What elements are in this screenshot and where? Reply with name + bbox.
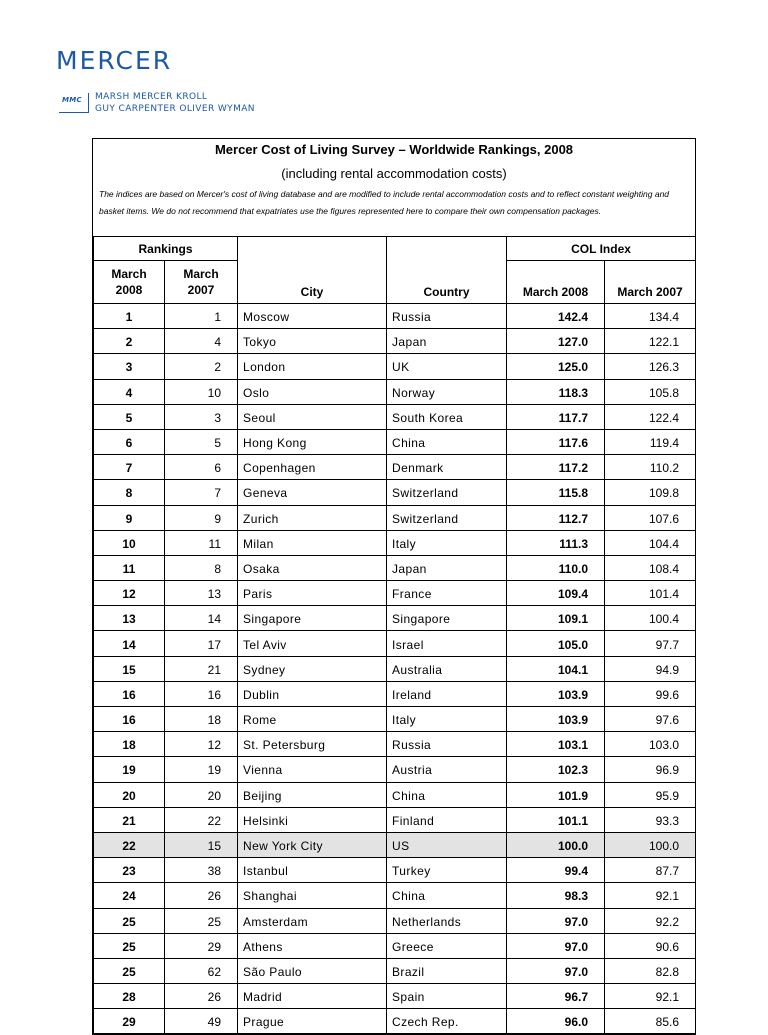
- city-cell: Madrid: [238, 984, 387, 1009]
- rank-2007-cell: 62: [165, 958, 238, 983]
- index-2007-cell: 101.4: [605, 581, 696, 606]
- index-2007-cell: 82.8: [605, 958, 696, 983]
- rank-2008-cell: 24: [94, 883, 165, 908]
- rank-2007-header: [165, 261, 238, 304]
- country-cell: Switzerland: [387, 505, 507, 530]
- rank-2007-cell: 13: [165, 581, 238, 606]
- city-cell: Amsterdam: [238, 908, 387, 933]
- table-row: [94, 782, 696, 807]
- rank-2008-cell: 22: [94, 832, 165, 857]
- city-cell: Rome: [238, 707, 387, 732]
- rank-2008-cell: 29: [94, 1009, 165, 1034]
- country-cell: Denmark: [387, 455, 507, 480]
- index-2007-cell: 92.1: [605, 883, 696, 908]
- rank-2007-cell: 26: [165, 883, 238, 908]
- table-row: [94, 958, 696, 983]
- country-cell: Czech Rep.: [387, 1009, 507, 1034]
- table-row: [94, 757, 696, 782]
- city-header: City: [238, 237, 387, 304]
- table-row: [94, 656, 696, 681]
- index-2008-cell: 96.7: [507, 984, 605, 1009]
- index-2007-cell: 97.6: [605, 707, 696, 732]
- table-row: [94, 1009, 696, 1034]
- country-cell: China: [387, 883, 507, 908]
- rank-2008-cell: 14: [94, 631, 165, 656]
- city-cell: New York City: [238, 832, 387, 857]
- city-cell: Singapore: [238, 606, 387, 631]
- rank-2008-cell: 8: [94, 480, 165, 505]
- table-row: [94, 480, 696, 505]
- rank-2008-cell: 12: [94, 581, 165, 606]
- rank-2007-cell: 26: [165, 984, 238, 1009]
- index-2008-cell: 105.0: [507, 631, 605, 656]
- index-2008-cell: 109.1: [507, 606, 605, 631]
- rank-2008-header-line-1: March: [111, 267, 147, 281]
- index-2007-cell: 99.6: [605, 681, 696, 706]
- index-2007-header: March 2007: [605, 261, 696, 304]
- index-2007-cell: 104.4: [605, 530, 696, 555]
- index-2007-cell: 85.6: [605, 1009, 696, 1034]
- index-2007-cell: 90.6: [605, 933, 696, 958]
- index-2008-cell: 127.0: [507, 329, 605, 354]
- rank-2008-cell: 16: [94, 707, 165, 732]
- country-cell: Japan: [387, 329, 507, 354]
- index-2008-cell: 125.0: [507, 354, 605, 379]
- country-cell: Finland: [387, 807, 507, 832]
- rankings-table-body: [94, 304, 696, 1034]
- index-2008-cell: 98.3: [507, 883, 605, 908]
- index-2008-cell: 117.6: [507, 429, 605, 454]
- group-companies: [95, 91, 255, 115]
- index-2007-cell: 110.2: [605, 455, 696, 480]
- rank-2007-header-line-1: March: [183, 267, 219, 281]
- index-2008-cell: 118.3: [507, 379, 605, 404]
- report-note: The indices are based on Mercer's cost of living database and are modified to include rental accommodation costs and to reflect constant weighting and basket items. We do not recommend that expatriates use the figures represented here to compare their own compensation packages.: [99, 189, 670, 216]
- rank-2007-cell: 25: [165, 908, 238, 933]
- index-2008-cell: 112.7: [507, 505, 605, 530]
- index-2007-cell: 105.8: [605, 379, 696, 404]
- rank-2008-cell: 21: [94, 807, 165, 832]
- index-2008-cell: 97.0: [507, 933, 605, 958]
- city-cell: Copenhagen: [238, 455, 387, 480]
- mercer-logo-wordmark: MERCER: [56, 46, 173, 75]
- rank-2008-cell: 3: [94, 354, 165, 379]
- index-2007-cell: 126.3: [605, 354, 696, 379]
- rank-2007-cell: 9: [165, 505, 238, 530]
- city-cell: Milan: [238, 530, 387, 555]
- table-row: [94, 530, 696, 555]
- rank-2008-cell: 18: [94, 732, 165, 757]
- table-row: [94, 429, 696, 454]
- rank-2007-cell: 4: [165, 329, 238, 354]
- country-cell: UK: [387, 354, 507, 379]
- city-cell: Istanbul: [238, 858, 387, 883]
- index-2008-cell: 100.0: [507, 832, 605, 857]
- city-cell: Tokyo: [238, 329, 387, 354]
- city-cell: Geneva: [238, 480, 387, 505]
- rank-2007-cell: 49: [165, 1009, 238, 1034]
- rank-2007-cell: 8: [165, 555, 238, 580]
- rank-2008-cell: 1: [94, 304, 165, 329]
- index-2008-cell: 103.9: [507, 707, 605, 732]
- city-cell: Zurich: [238, 505, 387, 530]
- table-row: [94, 505, 696, 530]
- index-2008-cell: 97.0: [507, 908, 605, 933]
- index-2007-cell: 92.2: [605, 908, 696, 933]
- rank-2008-cell: 11: [94, 555, 165, 580]
- rank-2008-cell: 25: [94, 933, 165, 958]
- city-cell: Hong Kong: [238, 429, 387, 454]
- rank-2008-cell: 25: [94, 908, 165, 933]
- rank-2007-cell: 38: [165, 858, 238, 883]
- city-cell: Shanghai: [238, 883, 387, 908]
- table-row: [94, 984, 696, 1009]
- index-2007-cell: 92.1: [605, 984, 696, 1009]
- index-2007-cell: 95.9: [605, 782, 696, 807]
- report-subtitle: (including rental accommodation costs): [281, 166, 507, 181]
- country-cell: China: [387, 782, 507, 807]
- rank-2008-header: [94, 261, 165, 304]
- country-cell: China: [387, 429, 507, 454]
- country-cell: Greece: [387, 933, 507, 958]
- rank-2008-cell: 10: [94, 530, 165, 555]
- country-cell: US: [387, 832, 507, 857]
- rank-2007-cell: 11: [165, 530, 238, 555]
- country-cell: Norway: [387, 379, 507, 404]
- city-cell: Athens: [238, 933, 387, 958]
- rank-2007-cell: 20: [165, 782, 238, 807]
- mmc-logo-text: MMC: [62, 96, 82, 104]
- table-row: [94, 681, 696, 706]
- rank-2007-cell: 21: [165, 656, 238, 681]
- country-cell: Italy: [387, 530, 507, 555]
- country-cell: Japan: [387, 555, 507, 580]
- index-2008-cell: 96.0: [507, 1009, 605, 1034]
- table-row: [94, 354, 696, 379]
- table-row: [94, 304, 696, 329]
- city-cell: Prague: [238, 1009, 387, 1034]
- table-row: [94, 631, 696, 656]
- table-row: [94, 707, 696, 732]
- city-cell: Moscow: [238, 304, 387, 329]
- rank-2008-cell: 15: [94, 656, 165, 681]
- index-2008-cell: 99.4: [507, 858, 605, 883]
- index-2008-cell: 102.3: [507, 757, 605, 782]
- city-cell: Helsinki: [238, 807, 387, 832]
- rank-2008-cell: 23: [94, 858, 165, 883]
- country-cell: South Korea: [387, 404, 507, 429]
- index-2007-cell: 87.7: [605, 858, 696, 883]
- rank-2007-cell: 15: [165, 832, 238, 857]
- city-cell: Vienna: [238, 757, 387, 782]
- index-2008-cell: 117.2: [507, 455, 605, 480]
- rank-2007-cell: 5: [165, 429, 238, 454]
- country-cell: Australia: [387, 656, 507, 681]
- city-cell: Beijing: [238, 782, 387, 807]
- table-row: [94, 379, 696, 404]
- rank-2007-cell: 29: [165, 933, 238, 958]
- index-2008-cell: 142.4: [507, 304, 605, 329]
- index-2007-cell: 94.9: [605, 656, 696, 681]
- rank-2007-cell: 2: [165, 354, 238, 379]
- rank-2007-header-line-2: 2007: [187, 283, 215, 297]
- rank-2008-cell: 2: [94, 329, 165, 354]
- index-2007-cell: 100.4: [605, 606, 696, 631]
- rank-2007-cell: 3: [165, 404, 238, 429]
- index-2007-cell: 122.1: [605, 329, 696, 354]
- index-2008-header: March 2008: [507, 261, 605, 304]
- index-2007-cell: 103.0: [605, 732, 696, 757]
- rank-2008-cell: 20: [94, 782, 165, 807]
- index-2008-cell: 97.0: [507, 958, 605, 983]
- city-cell: Paris: [238, 581, 387, 606]
- rank-2008-cell: 4: [94, 379, 165, 404]
- index-2007-cell: 93.3: [605, 807, 696, 832]
- rank-2007-cell: 6: [165, 455, 238, 480]
- country-cell: Russia: [387, 732, 507, 757]
- index-2008-cell: 109.4: [507, 581, 605, 606]
- rank-2007-cell: 22: [165, 807, 238, 832]
- index-2007-cell: 107.6: [605, 505, 696, 530]
- index-2008-cell: 103.9: [507, 681, 605, 706]
- table-row: [94, 555, 696, 580]
- index-2007-cell: 97.7: [605, 631, 696, 656]
- table-row: [94, 329, 696, 354]
- rank-2008-cell: 16: [94, 681, 165, 706]
- rank-2007-cell: 17: [165, 631, 238, 656]
- index-2007-cell: 100.0: [605, 832, 696, 857]
- table-row: [94, 455, 696, 480]
- rank-2007-cell: 10: [165, 379, 238, 404]
- table-row: [94, 933, 696, 958]
- rank-2008-header-line-2: 2008: [115, 283, 143, 297]
- table-row: [94, 606, 696, 631]
- index-2008-cell: 110.0: [507, 555, 605, 580]
- index-2007-cell: 96.9: [605, 757, 696, 782]
- table-row: [94, 883, 696, 908]
- city-cell: Osaka: [238, 555, 387, 580]
- table-row: [94, 404, 696, 429]
- rank-2007-cell: 7: [165, 480, 238, 505]
- country-cell: Austria: [387, 757, 507, 782]
- table-row: [94, 858, 696, 883]
- rank-2008-cell: 13: [94, 606, 165, 631]
- rank-2007-cell: 19: [165, 757, 238, 782]
- city-cell: Sydney: [238, 656, 387, 681]
- group-companies-line-1: MARSH MERCER KROLL: [95, 92, 208, 102]
- table-row: [94, 807, 696, 832]
- rank-2008-cell: 25: [94, 958, 165, 983]
- rank-2008-cell: 6: [94, 429, 165, 454]
- city-cell: Tel Aviv: [238, 631, 387, 656]
- table-row: [94, 732, 696, 757]
- city-cell: London: [238, 354, 387, 379]
- country-cell: Spain: [387, 984, 507, 1009]
- index-2007-cell: 109.8: [605, 480, 696, 505]
- index-2008-cell: 115.8: [507, 480, 605, 505]
- country-cell: Netherlands: [387, 908, 507, 933]
- rank-2008-cell: 9: [94, 505, 165, 530]
- index-2008-cell: 104.1: [507, 656, 605, 681]
- country-cell: Turkey: [387, 858, 507, 883]
- city-cell: Oslo: [238, 379, 387, 404]
- index-2007-cell: 119.4: [605, 429, 696, 454]
- rankings-header: Rankings: [94, 237, 238, 261]
- rank-2008-cell: 19: [94, 757, 165, 782]
- index-2007-cell: 134.4: [605, 304, 696, 329]
- country-header: Country: [387, 237, 507, 304]
- rank-2007-cell: 18: [165, 707, 238, 732]
- country-cell: Russia: [387, 304, 507, 329]
- group-companies-line-2: GUY CARPENTER OLIVER WYMAN: [95, 104, 255, 114]
- table-row: [94, 908, 696, 933]
- country-cell: Israel: [387, 631, 507, 656]
- country-cell: Switzerland: [387, 480, 507, 505]
- country-cell: France: [387, 581, 507, 606]
- rank-2008-cell: 7: [94, 455, 165, 480]
- index-2007-cell: 122.4: [605, 404, 696, 429]
- index-2008-cell: 111.3: [507, 530, 605, 555]
- rank-2007-cell: 14: [165, 606, 238, 631]
- rank-2008-cell: 5: [94, 404, 165, 429]
- rankings-sheet: [92, 138, 696, 1035]
- col-index-header: COL Index: [507, 237, 696, 261]
- mmc-logo-icon: [59, 93, 89, 113]
- rank-2007-cell: 12: [165, 732, 238, 757]
- country-cell: Ireland: [387, 681, 507, 706]
- rank-2008-cell: 28: [94, 984, 165, 1009]
- index-2008-cell: 101.9: [507, 782, 605, 807]
- rank-2007-cell: 16: [165, 681, 238, 706]
- country-cell: Singapore: [387, 606, 507, 631]
- city-cell: St. Petersburg: [238, 732, 387, 757]
- city-cell: São Paulo: [238, 958, 387, 983]
- table-row: [94, 832, 696, 857]
- rank-2007-cell: 1: [165, 304, 238, 329]
- report-title: Mercer Cost of Living Survey – Worldwide Rankings, 2008: [214, 142, 574, 157]
- index-2008-cell: 101.1: [507, 807, 605, 832]
- index-2007-cell: 108.4: [605, 555, 696, 580]
- city-cell: Seoul: [238, 404, 387, 429]
- city-cell: Dublin: [238, 681, 387, 706]
- country-cell: Italy: [387, 707, 507, 732]
- index-2008-cell: 103.1: [507, 732, 605, 757]
- country-cell: Brazil: [387, 958, 507, 983]
- rankings-table: [93, 236, 696, 1034]
- index-2008-cell: 117.7: [507, 404, 605, 429]
- table-row: [94, 581, 696, 606]
